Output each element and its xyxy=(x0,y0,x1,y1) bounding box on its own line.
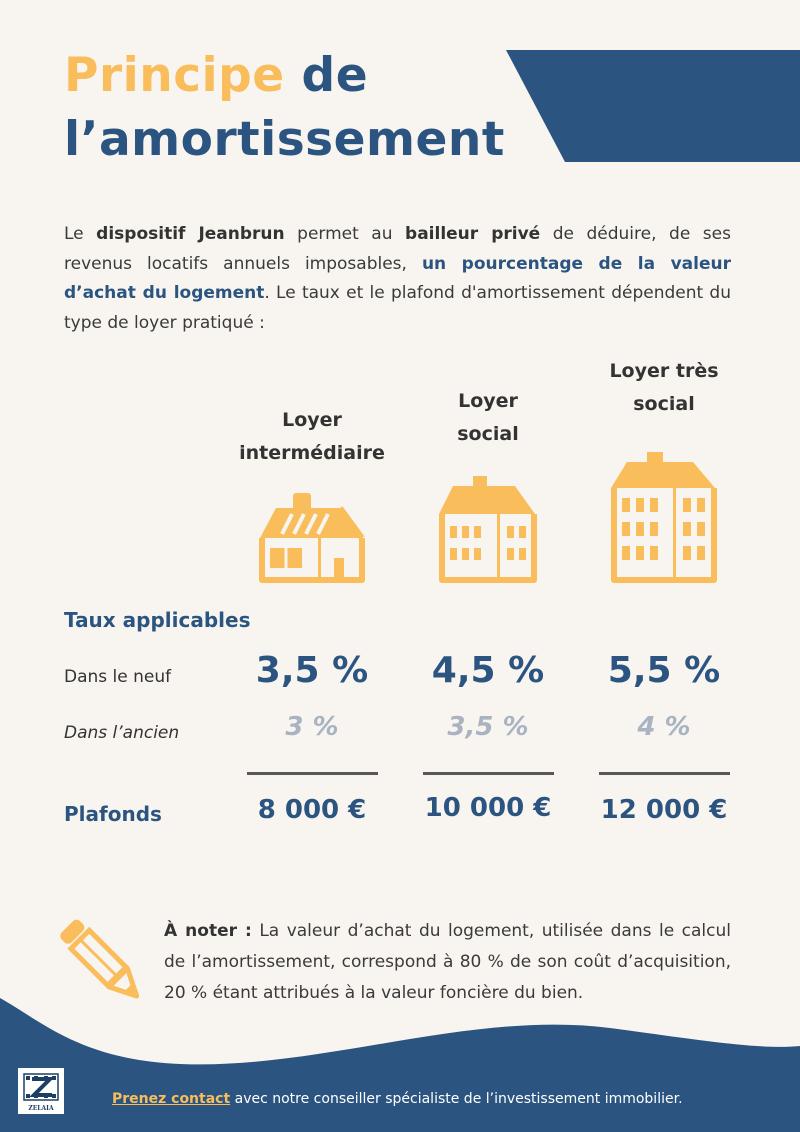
column-title-intermediaire xyxy=(222,404,402,470)
column-title-line1: Loyer xyxy=(282,409,342,431)
column-title-line2: social xyxy=(457,423,519,445)
footer-wave xyxy=(0,990,800,1132)
intro-text-2: permet au xyxy=(284,224,406,244)
note-text: La valeur d’achat du logement, utilisée dans le calcul de l’amortissement, correspond à 80 % de son coût d’acquisition, 20 % étant attribués à la valeur foncière du bien. xyxy=(164,921,731,1003)
apartment-small-icon xyxy=(437,474,539,584)
rate-neuf-social: 4,5 % xyxy=(431,650,545,691)
title-line2: l’amortissement xyxy=(64,112,505,167)
footer-text xyxy=(112,1091,752,1107)
column-title-line1: Loyer xyxy=(458,390,518,412)
label-dans-le-neuf: Dans le neuf xyxy=(64,667,172,687)
column-title-line1: Loyer très xyxy=(609,360,719,382)
column-title-line2: social xyxy=(633,393,695,415)
contact-link[interactable]: Prenez contact xyxy=(112,1091,231,1107)
divider-tres-social xyxy=(599,772,730,775)
intro-text-1: Le xyxy=(64,224,97,244)
divider-intermediaire xyxy=(247,772,378,775)
rate-ancien-social: 3,5 % xyxy=(447,712,529,742)
title-rest: de xyxy=(284,48,369,103)
logo-mark-icon xyxy=(18,1068,64,1104)
label-plafonds: Plafonds xyxy=(64,802,162,826)
plafond-intermediaire: 8 000 € xyxy=(257,795,367,825)
title-accent: Principe xyxy=(64,48,285,103)
divider-social xyxy=(423,772,554,775)
rate-ancien-tres-social: 4 % xyxy=(637,712,691,742)
footer-description: avec notre conseiller spécialiste de l’investissement immobilier. xyxy=(230,1091,683,1107)
column-title-tres-social xyxy=(574,355,754,421)
intro-paragraph xyxy=(64,220,731,338)
rate-ancien-intermediaire: 3 % xyxy=(285,712,339,742)
column-title-social xyxy=(398,385,578,451)
column-title-line2: intermédiaire xyxy=(239,442,385,464)
label-dans-l-ancien: Dans l’ancien xyxy=(64,723,180,743)
logo-text: ZELAIA xyxy=(28,1105,54,1112)
rate-neuf-intermediaire: 3,5 % xyxy=(255,650,369,691)
apartment-large-icon xyxy=(609,450,719,584)
rate-neuf-tres-social: 5,5 % xyxy=(607,650,721,691)
page-title xyxy=(64,44,505,172)
plafond-tres-social: 12 000 € xyxy=(600,795,728,825)
note-label: À noter : xyxy=(164,921,252,941)
label-taux-applicables: Taux applicables xyxy=(64,608,251,632)
intro-highlight: un pourcentage de la valeur d’achat du logement xyxy=(64,253,731,303)
intro-bold-dispositif: dispositif Jeanbrun xyxy=(96,224,285,244)
house-icon xyxy=(256,492,368,584)
company-logo xyxy=(18,1068,64,1114)
intro-text-4: . Le taux et le plafond d'amortissement dépendent du type de loyer pratiqué : xyxy=(64,283,731,333)
intro-bold-bailleur: bailleur privé xyxy=(405,224,541,244)
intro-text-3: de déduire, de ses revenus locatifs annuels imposables, xyxy=(64,224,731,274)
plafond-social: 10 000 € xyxy=(424,793,552,823)
